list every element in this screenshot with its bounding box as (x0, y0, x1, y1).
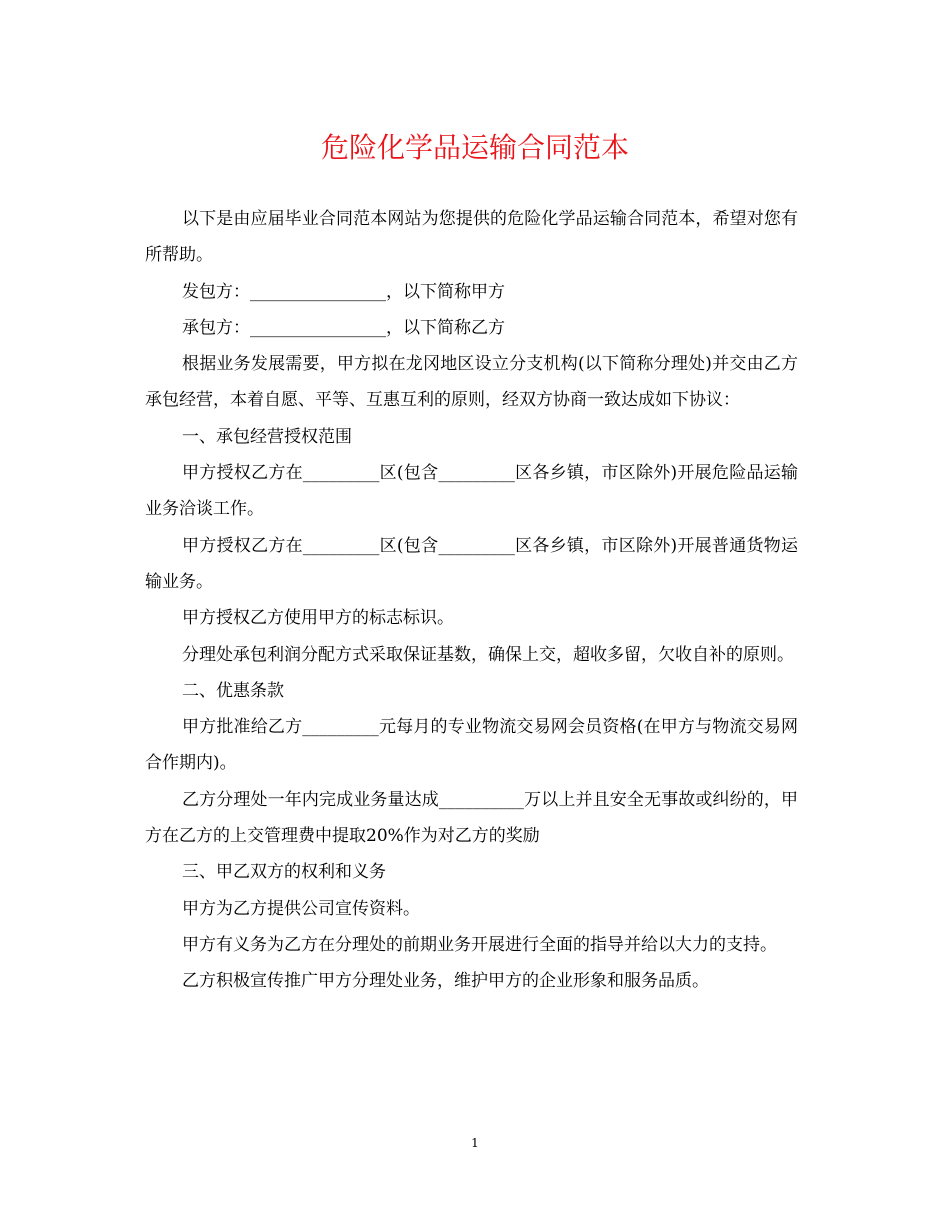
clause-paragraph: 分理处承包利润分配方式采取保证基数，确保上交，超收多留，欠收自补的原则。 (182, 644, 794, 665)
clause-paragraph: 甲方授权乙方在_________区(包含_________区各乡镇，市区除外)开展普通货物运输业务。 (145, 535, 798, 592)
section-heading-3: 三、甲乙双方的权利和义务 (182, 862, 386, 883)
party-b-line: 承包方：________________，以下简称乙方 (182, 317, 505, 338)
document-body (145, 201, 798, 1000)
section-heading-2: 二、优惠条款 (182, 680, 284, 701)
preamble-paragraph: 根据业务发展需要，甲方拟在龙冈地区设立分支机构(以下简称分理处)并交由乙方承包经营，本着自愿、平等、互惠互利的原则，经双方协商一致达成如下协议： (145, 354, 798, 411)
clause-paragraph: 甲方授权乙方在_________区(包含_________区各乡镇，市区除外)开展危险品运输业务洽谈工作。 (145, 463, 798, 520)
clause-paragraph: 甲方授权乙方使用甲方的标志标识。 (182, 608, 454, 629)
clause-paragraph: 甲方有义务为乙方在分理处的前期业务开展进行全面的指导并给以大力的支持。 (182, 934, 777, 955)
clause-paragraph: 甲方批准给乙方_________元每月的专业物流交易网会员资格(在甲方与物流交易网合作期内)。 (145, 717, 798, 774)
intro-paragraph: 以下是由应届毕业合同范本网站为您提供的危险化学品运输合同范本，希望对您有所帮助。 (145, 209, 798, 266)
party-a-line: 发包方：________________，以下简称甲方 (182, 281, 505, 302)
page-number: 1 (471, 1136, 479, 1150)
clause-paragraph: 乙方分理处一年内完成业务量达成__________万以上并且安全无事故或纠纷的，甲方在乙方的上交管理费中提取20%作为对乙方的奖励 (145, 789, 798, 847)
document-title: 危险化学品运输合同范本 (320, 131, 629, 164)
clause-paragraph: 甲方为乙方提供公司宣传资料。 (182, 898, 420, 919)
section-heading-1: 一、承包经营授权范围 (182, 426, 352, 447)
clause-paragraph: 乙方积极宣传推广甲方分理处业务，维护甲方的企业形象和服务品质。 (182, 971, 709, 992)
